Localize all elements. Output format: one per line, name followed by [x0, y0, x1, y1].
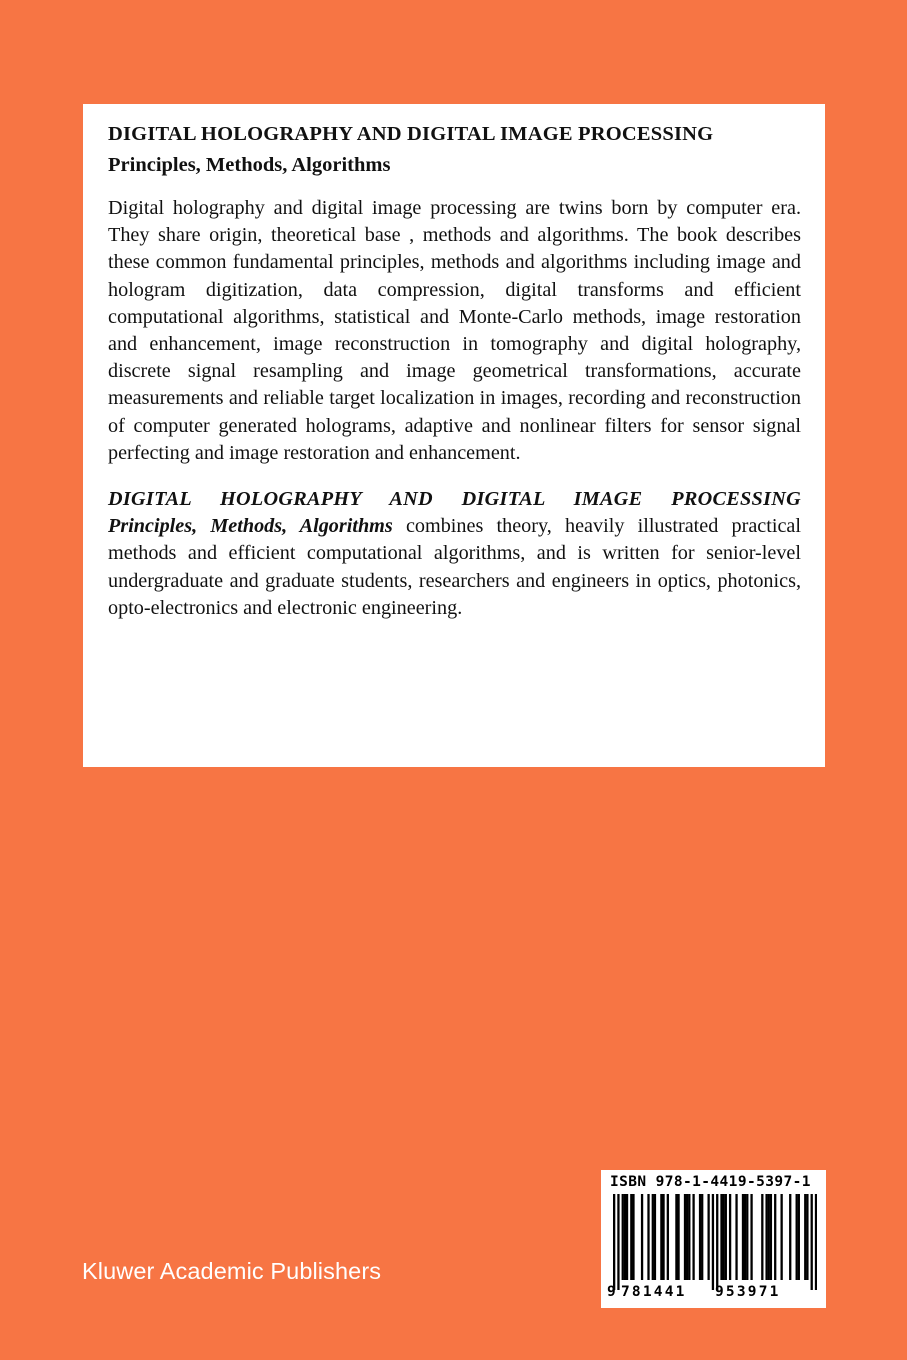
barcode-digits-left: 781441 [621, 1284, 687, 1300]
barcode-bar [662, 1194, 664, 1280]
book-subtitle: Principles, Methods, Algorithms [108, 154, 391, 176]
barcode-bar [699, 1194, 701, 1280]
summary-text: combines theory, heavily illustrated practical methods and efficient computational algorithms, and is written for senior-level undergraduate and graduate students, researchers and engineers in optics, photonics, opto-electronics and electronic engineering. [108, 515, 801, 619]
barcode-guard-bar [617, 1194, 619, 1290]
barcode-bar [796, 1194, 798, 1280]
barcode-bar [789, 1194, 791, 1280]
barcode-bar [701, 1194, 703, 1280]
barcode-bar [723, 1194, 725, 1280]
barcode-bar [641, 1194, 643, 1280]
barcode-bar [677, 1194, 679, 1280]
barcode-bar [624, 1194, 626, 1280]
barcode-bar [768, 1194, 770, 1280]
barcode-bar [686, 1194, 688, 1280]
summary-subtitle: Principles, Methods, Algorithms [108, 515, 393, 538]
barcode-bar [622, 1194, 624, 1280]
isbn-label: ISBN 978-1-4419-5397-1 [610, 1174, 811, 1190]
barcode-bar [770, 1194, 772, 1280]
barcode-digit-lead: 9 [607, 1284, 616, 1300]
barcode-bar [660, 1194, 662, 1280]
barcode-bar [735, 1194, 737, 1280]
barcode-bar [765, 1194, 767, 1280]
description-panel [83, 104, 825, 767]
barcode-bars [613, 1194, 817, 1290]
barcode-guard-bar [811, 1194, 813, 1290]
barcode-bar [780, 1194, 782, 1280]
barcode-bar [647, 1194, 649, 1280]
barcode-digits-right: 953971 [715, 1284, 781, 1300]
publisher-name: Kluwer Academic Publishers [82, 1258, 382, 1284]
book-title: DIGITAL HOLOGRAPHY AND DIGITAL IMAGE PROCESSING [108, 123, 714, 145]
barcode-bar [652, 1194, 654, 1280]
description-paragraph: Digital holography and digital image processing are twins born by computer era. They share origin, theoretical base , methods and algorithms. The book describes these common fundamental principles, methods and algorithms including image and hologram digitization, data compression, digital transforms and efficient computational algorithms, statistical and Monte-Carlo methods, image restoration and enhancement, image reconstruction in tomography and digital holography, discrete signal resampling and image geometrical transformations, accurate measurements and reliable target localization in images, recording and reconstruction of computer generated holograms, adaptive and nonlinear filters for sensor signal perfecting and image restoration and enhancement. [108, 197, 801, 464]
barcode-guard-bar [716, 1194, 718, 1290]
barcode-digits [607, 1284, 821, 1306]
barcode-bar [630, 1194, 632, 1280]
barcode-bar [688, 1194, 690, 1280]
barcode-bar [654, 1194, 656, 1280]
barcode-bar [746, 1194, 748, 1280]
barcode-bar [806, 1194, 808, 1280]
barcode-bar [742, 1194, 744, 1280]
barcode-bar [744, 1194, 746, 1280]
summary-paragraph [108, 486, 801, 622]
barcode-bar [750, 1194, 752, 1280]
barcode-bar [761, 1194, 763, 1280]
barcode-bar [684, 1194, 686, 1280]
barcode-bar [707, 1194, 709, 1280]
isbn-barcode [601, 1170, 826, 1308]
barcode-bar [632, 1194, 634, 1280]
barcode-bar [798, 1194, 800, 1280]
barcode-guard-bar [712, 1194, 714, 1290]
barcode-guard-bar [815, 1194, 817, 1290]
barcode-bar [729, 1194, 731, 1280]
barcode-bar [675, 1194, 677, 1280]
barcode-bar [667, 1194, 669, 1280]
barcode-bar [804, 1194, 806, 1280]
barcode-bar [774, 1194, 776, 1280]
barcode-bar [692, 1194, 694, 1280]
barcode-guard-bar [613, 1194, 615, 1290]
barcode-bar [720, 1194, 722, 1280]
barcode-bar [725, 1194, 727, 1280]
summary-title: DIGITAL HOLOGRAPHY AND DIGITAL IMAGE PROCESSING [108, 488, 801, 511]
barcode-bar [626, 1194, 628, 1280]
